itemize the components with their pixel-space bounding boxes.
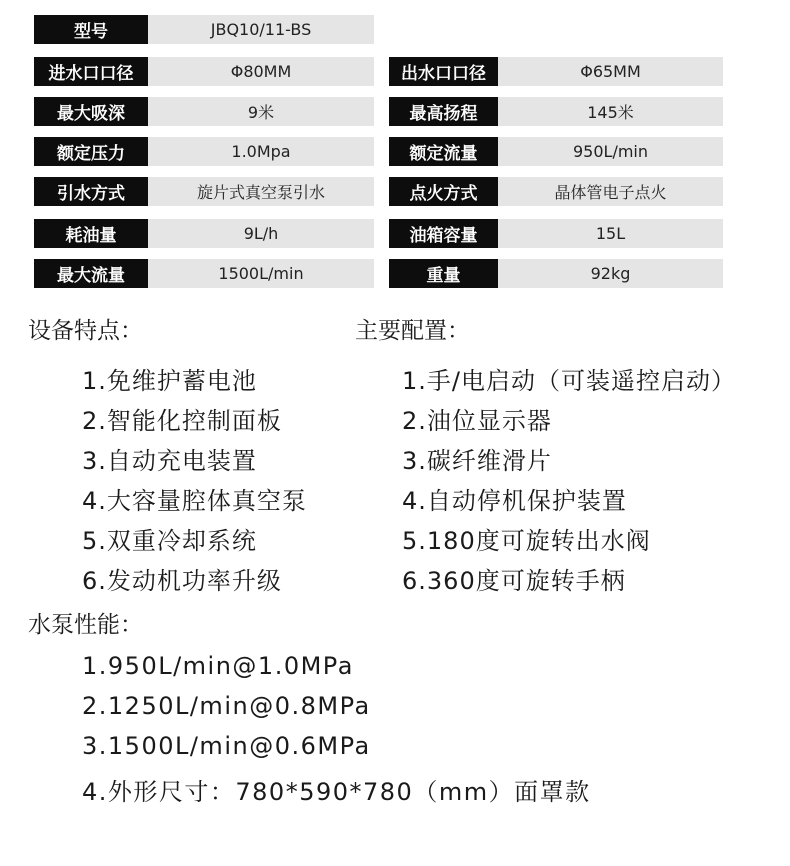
spec-row-rated-flow: [389, 137, 723, 166]
spec-label: 额定流量: [389, 137, 498, 166]
feature-item: 1.免维护蓄电池: [82, 367, 257, 395]
spec-value: 92kg: [498, 259, 723, 288]
spec-value: 9L/h: [148, 219, 374, 248]
spec-row-fuel: [34, 219, 374, 248]
spec-row-max-head: [389, 97, 723, 126]
spec-value: 1.0Mpa: [148, 137, 374, 166]
spec-label: 额定压力: [34, 137, 148, 166]
config-item: 2.油位显示器: [402, 407, 552, 435]
spec-value: Φ80MM: [148, 57, 374, 86]
spec-label: 耗油量: [34, 219, 148, 248]
spec-label: 重量: [389, 259, 498, 288]
spec-value: Φ65MM: [498, 57, 723, 86]
config-item: 6.360度可旋转手柄: [402, 567, 626, 595]
feature-item: 2.智能化控制面板: [82, 407, 282, 435]
spec-value: 15L: [498, 219, 723, 248]
spec-value: 145米: [498, 97, 723, 126]
config-item: 5.180度可旋转出水阀: [402, 527, 651, 555]
spec-row-max-flow: [34, 259, 374, 288]
spec-row-tank: [389, 219, 723, 248]
performance-item: 1.950L/min@1.0MPa: [82, 652, 354, 680]
spec-label: 点火方式: [389, 177, 498, 206]
config-item: 1.手/电启动（可装遥控启动）: [402, 367, 736, 395]
performance-heading: 水泵性能：: [28, 612, 143, 638]
spec-value: 晶体管电子点火: [498, 177, 723, 206]
spec-value: 950L/min: [498, 137, 723, 166]
performance-item: 2.1250L/min@0.8MPa: [82, 692, 371, 720]
spec-label: 最高扬程: [389, 97, 498, 126]
spec-label: 引水方式: [34, 177, 148, 206]
config-item: 4.自动停机保护装置: [402, 487, 627, 515]
spec-label: 油箱容量: [389, 219, 498, 248]
spec-row-ignition: [389, 177, 723, 206]
spec-row-outlet: [389, 57, 723, 86]
performance-item: 3.1500L/min@0.6MPa: [82, 732, 371, 760]
spec-label: 最大流量: [34, 259, 148, 288]
spec-row-priming: [34, 177, 374, 206]
config-heading: 主要配置：: [355, 318, 470, 344]
feature-item: 5.双重冷却系统: [82, 527, 257, 555]
spec-label: 型号: [34, 15, 148, 44]
feature-item: 6.发动机功率升级: [82, 567, 282, 595]
feature-item: 4.大容量腔体真空泵: [82, 487, 307, 515]
spec-label: 进水口口径: [34, 57, 148, 86]
spec-value: JBQ10/11-BS: [148, 15, 374, 44]
performance-item: 4.外形尺寸：780*590*780（mm）面罩款: [82, 778, 591, 806]
spec-label: 出水口口径: [389, 57, 498, 86]
spec-row-rated-pressure: [34, 137, 374, 166]
spec-value: 9米: [148, 97, 374, 126]
spec-row-model: [34, 15, 374, 44]
features-heading: 设备特点：: [28, 318, 143, 344]
spec-value: 旋片式真空泵引水: [148, 177, 374, 206]
spec-row-inlet: [34, 57, 374, 86]
spec-row-max-suction: [34, 97, 374, 126]
spec-row-weight: [389, 259, 723, 288]
spec-label: 最大吸深: [34, 97, 148, 126]
config-item: 3.碳纤维滑片: [402, 447, 552, 475]
spec-value: 1500L/min: [148, 259, 374, 288]
feature-item: 3.自动充电装置: [82, 447, 257, 475]
